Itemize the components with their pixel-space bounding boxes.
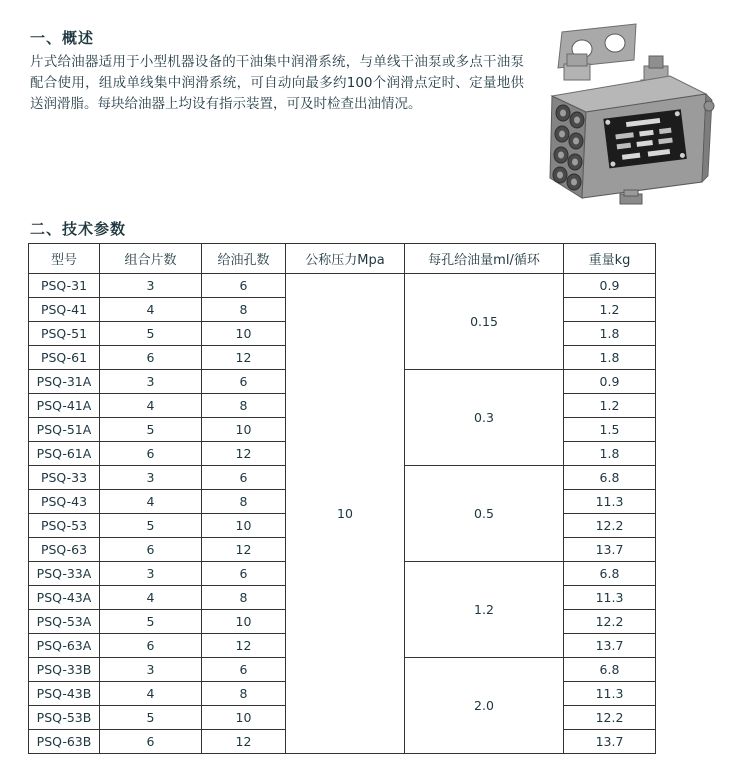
nameplate-shape xyxy=(603,109,687,168)
cell-weight: 1.2 xyxy=(564,394,656,418)
cell-oil-per-cycle: 0.3 xyxy=(405,370,564,466)
cell-holes: 10 xyxy=(202,610,286,634)
spec-table xyxy=(28,243,656,754)
cell-weight: 13.7 xyxy=(564,634,656,658)
table-row xyxy=(29,274,656,298)
cell-oil-per-cycle: 0.15 xyxy=(405,274,564,370)
cell-plates: 5 xyxy=(100,610,202,634)
cell-holes: 10 xyxy=(202,322,286,346)
cell-weight: 13.7 xyxy=(564,538,656,562)
cell-holes: 8 xyxy=(202,682,286,706)
cell-holes: 10 xyxy=(202,418,286,442)
cell-model: PSQ-43 xyxy=(29,490,100,514)
cell-model: PSQ-61 xyxy=(29,346,100,370)
cell-holes: 6 xyxy=(202,466,286,490)
cell-oil-per-cycle: 0.5 xyxy=(405,466,564,562)
cell-holes: 8 xyxy=(202,394,286,418)
cell-weight: 1.2 xyxy=(564,298,656,322)
cell-model: PSQ-33B xyxy=(29,658,100,682)
cell-holes: 6 xyxy=(202,562,286,586)
cell-plates: 3 xyxy=(100,658,202,682)
cell-model: PSQ-63B xyxy=(29,730,100,754)
cell-weight: 13.7 xyxy=(564,730,656,754)
cell-holes: 8 xyxy=(202,586,286,610)
cell-plates: 6 xyxy=(100,730,202,754)
cell-plates: 4 xyxy=(100,394,202,418)
cell-model: PSQ-53B xyxy=(29,706,100,730)
cell-plates: 6 xyxy=(100,538,202,562)
cell-weight: 12.2 xyxy=(564,514,656,538)
cell-oil-per-cycle: 2.0 xyxy=(405,658,564,754)
cell-plates: 5 xyxy=(100,514,202,538)
cell-model: PSQ-43A xyxy=(29,586,100,610)
cell-model: PSQ-31A xyxy=(29,370,100,394)
cell-weight: 6.8 xyxy=(564,658,656,682)
overview-heading: 一、概述 xyxy=(30,29,95,47)
cell-model: PSQ-53 xyxy=(29,514,100,538)
cell-plates: 3 xyxy=(100,370,202,394)
header-model: 型号 xyxy=(29,244,100,274)
cell-weight: 1.8 xyxy=(564,322,656,346)
cell-plates: 3 xyxy=(100,466,202,490)
cell-holes: 6 xyxy=(202,274,286,298)
cell-weight: 6.8 xyxy=(564,466,656,490)
cell-plates: 5 xyxy=(100,322,202,346)
cell-weight: 11.3 xyxy=(564,490,656,514)
cell-holes: 10 xyxy=(202,706,286,730)
cell-holes: 6 xyxy=(202,658,286,682)
cell-oil-per-cycle: 1.2 xyxy=(405,562,564,658)
cell-model: PSQ-53A xyxy=(29,610,100,634)
cell-weight: 12.2 xyxy=(564,706,656,730)
cell-plates: 4 xyxy=(100,490,202,514)
cell-model: PSQ-31 xyxy=(29,274,100,298)
cell-plates: 6 xyxy=(100,442,202,466)
cell-model: PSQ-61A xyxy=(29,442,100,466)
cell-weight: 1.8 xyxy=(564,442,656,466)
cell-pressure: 10 xyxy=(286,274,405,754)
header-plates: 组合片数 xyxy=(100,244,202,274)
header-pressure: 公称压力Mpa xyxy=(286,244,405,274)
cell-model: PSQ-63A xyxy=(29,634,100,658)
cell-weight: 0.9 xyxy=(564,370,656,394)
cell-holes: 12 xyxy=(202,730,286,754)
specs-heading: 二、技术参数 xyxy=(30,220,127,238)
table-header-row xyxy=(29,244,656,274)
cell-model: PSQ-51 xyxy=(29,322,100,346)
cell-model: PSQ-33 xyxy=(29,466,100,490)
header-oil-per-cycle: 每孔给油量ml/循环 xyxy=(405,244,564,274)
cell-model: PSQ-33A xyxy=(29,562,100,586)
overview-paragraph: 片式给油器适用于小型机器设备的干油集中润滑系统，与单线干油泵或多点干油泵配合使用，组成单线集中润滑系统，可自动向最多约100个润滑点定时、定量地供送润滑脂。每块给油器上均设有指示装置，可及时检查出油情况。 xyxy=(30,54,524,112)
cell-weight: 1.5 xyxy=(564,418,656,442)
cell-holes: 12 xyxy=(202,346,286,370)
cell-plates: 4 xyxy=(100,298,202,322)
cell-plates: 6 xyxy=(100,634,202,658)
cell-plates: 6 xyxy=(100,346,202,370)
cell-weight: 1.8 xyxy=(564,346,656,370)
product-photo xyxy=(520,10,732,208)
cell-plates: 3 xyxy=(100,274,202,298)
cell-holes: 12 xyxy=(202,442,286,466)
cell-model: PSQ-41 xyxy=(29,298,100,322)
cell-model: PSQ-51A xyxy=(29,418,100,442)
cell-model: PSQ-63 xyxy=(29,538,100,562)
cell-weight: 12.2 xyxy=(564,610,656,634)
header-holes: 给油孔数 xyxy=(202,244,286,274)
spec-table-body xyxy=(29,274,656,754)
cell-holes: 10 xyxy=(202,514,286,538)
cell-plates: 5 xyxy=(100,706,202,730)
cell-holes: 12 xyxy=(202,538,286,562)
cell-plates: 4 xyxy=(100,682,202,706)
cell-weight: 0.9 xyxy=(564,274,656,298)
cell-plates: 4 xyxy=(100,586,202,610)
oil-distributor-photo-illustration xyxy=(520,10,732,208)
cell-model: PSQ-43B xyxy=(29,682,100,706)
cell-weight: 11.3 xyxy=(564,682,656,706)
cell-weight: 11.3 xyxy=(564,586,656,610)
cell-plates: 5 xyxy=(100,418,202,442)
header-weight: 重量kg xyxy=(564,244,656,274)
cell-model: PSQ-41A xyxy=(29,394,100,418)
cell-plates: 3 xyxy=(100,562,202,586)
cell-holes: 8 xyxy=(202,298,286,322)
side-fitting xyxy=(704,101,714,111)
cell-weight: 6.8 xyxy=(564,562,656,586)
cell-holes: 12 xyxy=(202,634,286,658)
cell-holes: 6 xyxy=(202,370,286,394)
cell-holes: 8 xyxy=(202,490,286,514)
